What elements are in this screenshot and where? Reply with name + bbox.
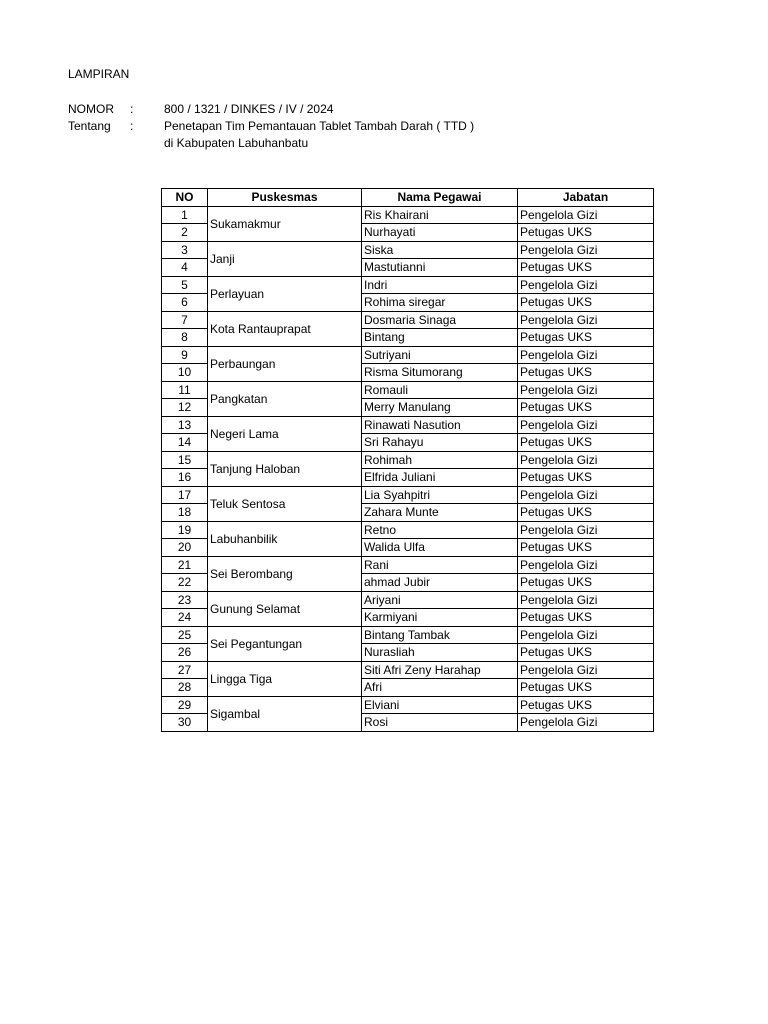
table-row xyxy=(162,311,654,329)
position-cell: Pengelola Gizi xyxy=(518,521,654,539)
position-cell: Petugas UKS xyxy=(518,539,654,557)
employee-name-cell: Afri xyxy=(362,679,518,697)
staff-table xyxy=(161,188,654,732)
row-number: 20 xyxy=(162,539,208,557)
row-number: 3 xyxy=(162,241,208,259)
position-cell: Petugas UKS xyxy=(518,644,654,662)
employee-name-cell: Retno xyxy=(362,521,518,539)
puskesmas-cell: Labuhanbilik xyxy=(208,521,362,556)
row-number: 12 xyxy=(162,399,208,417)
row-number: 28 xyxy=(162,679,208,697)
position-cell: Pengelola Gizi xyxy=(518,381,654,399)
row-number: 4 xyxy=(162,259,208,277)
nomor-label: NOMOR xyxy=(68,102,114,116)
row-number: 1 xyxy=(162,206,208,224)
position-cell: Pengelola Gizi xyxy=(518,626,654,644)
employee-name-cell: Dosmaria Sinaga xyxy=(362,311,518,329)
position-cell: Petugas UKS xyxy=(518,259,654,277)
employee-name-cell: Merry Manulang xyxy=(362,399,518,417)
row-number: 24 xyxy=(162,609,208,627)
position-cell: Petugas UKS xyxy=(518,329,654,347)
row-number: 22 xyxy=(162,574,208,592)
position-cell: Petugas UKS xyxy=(518,696,654,714)
position-cell: Pengelola Gizi xyxy=(518,206,654,224)
puskesmas-cell: Perbaungan xyxy=(208,346,362,381)
puskesmas-cell: Janji xyxy=(208,241,362,276)
table-header-row xyxy=(162,189,654,207)
table-row xyxy=(162,276,654,294)
tentang-value-line1: Penetapan Tim Pemantauan Tablet Tambah Darah ( TTD ) xyxy=(164,119,475,133)
document-meta xyxy=(68,101,474,152)
employee-name-cell: Risma Situmorang xyxy=(362,364,518,382)
employee-name-cell: Karmiyani xyxy=(362,609,518,627)
employee-name-cell: Nurasliah xyxy=(362,644,518,662)
row-number: 7 xyxy=(162,311,208,329)
position-cell: Petugas UKS xyxy=(518,224,654,242)
column-header-no: NO xyxy=(162,189,208,207)
column-header-jabatan: Jabatan xyxy=(518,189,654,207)
puskesmas-cell: Sei Pegantungan xyxy=(208,626,362,661)
employee-name-cell: Elfrida Juliani xyxy=(362,469,518,487)
position-cell: Pengelola Gizi xyxy=(518,416,654,434)
position-cell: Pengelola Gizi xyxy=(518,486,654,504)
row-number: 26 xyxy=(162,644,208,662)
nomor-value: 800 / 1321 / DINKES / IV / 2024 xyxy=(164,102,334,116)
position-cell: Pengelola Gizi xyxy=(518,591,654,609)
row-number: 21 xyxy=(162,556,208,574)
position-cell: Pengelola Gizi xyxy=(518,241,654,259)
puskesmas-cell: Tanjung Haloban xyxy=(208,451,362,486)
puskesmas-cell: Lingga Tiga xyxy=(208,661,362,696)
puskesmas-cell: Sei Berombang xyxy=(208,556,362,591)
puskesmas-cell: Negeri Lama xyxy=(208,416,362,451)
nomor-row xyxy=(68,101,474,118)
row-number: 14 xyxy=(162,434,208,452)
tentang-colon: : xyxy=(130,119,134,133)
employee-name-cell: Ris Khairani xyxy=(362,206,518,224)
table-row xyxy=(162,486,654,504)
row-number: 2 xyxy=(162,224,208,242)
position-cell: Pengelola Gizi xyxy=(518,556,654,574)
position-cell: Petugas UKS xyxy=(518,399,654,417)
table-row xyxy=(162,556,654,574)
employee-name-cell: Mastutianni xyxy=(362,259,518,277)
employee-name-cell: Zahara Munte xyxy=(362,504,518,522)
employee-name-cell: Sutriyani xyxy=(362,346,518,364)
employee-name-cell: Siti Afri Zeny Harahap xyxy=(362,661,518,679)
table-row xyxy=(162,381,654,399)
table-row xyxy=(162,241,654,259)
table-body xyxy=(162,206,654,731)
row-number: 18 xyxy=(162,504,208,522)
table-row xyxy=(162,346,654,364)
employee-name-cell: Romauli xyxy=(362,381,518,399)
employee-name-cell: ahmad Jubir xyxy=(362,574,518,592)
row-number: 15 xyxy=(162,451,208,469)
employee-name-cell: Rinawati Nasution xyxy=(362,416,518,434)
table-row xyxy=(162,416,654,434)
attachment-heading: LAMPIRAN xyxy=(68,67,130,81)
position-cell: Pengelola Gizi xyxy=(518,451,654,469)
table-row xyxy=(162,521,654,539)
row-number: 25 xyxy=(162,626,208,644)
puskesmas-cell: Sigambal xyxy=(208,696,362,731)
position-cell: Petugas UKS xyxy=(518,469,654,487)
row-number: 10 xyxy=(162,364,208,382)
employee-name-cell: Lia Syahpitri xyxy=(362,486,518,504)
position-cell: Petugas UKS xyxy=(518,679,654,697)
row-number: 30 xyxy=(162,714,208,732)
column-header-nama-pegawai: Nama Pegawai xyxy=(362,189,518,207)
tentang-row xyxy=(68,118,474,135)
nomor-colon: : xyxy=(130,102,134,116)
column-header-puskesmas: Puskesmas xyxy=(208,189,362,207)
employee-name-cell: Bintang xyxy=(362,329,518,347)
position-cell: Petugas UKS xyxy=(518,294,654,312)
position-cell: Pengelola Gizi xyxy=(518,346,654,364)
employee-name-cell: Rohima siregar xyxy=(362,294,518,312)
position-cell: Pengelola Gizi xyxy=(518,311,654,329)
row-number: 19 xyxy=(162,521,208,539)
employee-name-cell: Nurhayati xyxy=(362,224,518,242)
table-row xyxy=(162,206,654,224)
employee-name-cell: Sri Rahayu xyxy=(362,434,518,452)
row-number: 6 xyxy=(162,294,208,312)
employee-name-cell: Bintang Tambak xyxy=(362,626,518,644)
puskesmas-cell: Gunung Selamat xyxy=(208,591,362,626)
position-cell: Petugas UKS xyxy=(518,609,654,627)
tentang-label: Tentang xyxy=(68,119,111,133)
table-row xyxy=(162,696,654,714)
row-number: 5 xyxy=(162,276,208,294)
position-cell: Petugas UKS xyxy=(518,574,654,592)
employee-name-cell: Rani xyxy=(362,556,518,574)
position-cell: Pengelola Gizi xyxy=(518,276,654,294)
row-number: 17 xyxy=(162,486,208,504)
table-row xyxy=(162,661,654,679)
employee-name-cell: Siska xyxy=(362,241,518,259)
puskesmas-cell: Pangkatan xyxy=(208,381,362,416)
row-number: 16 xyxy=(162,469,208,487)
row-number: 8 xyxy=(162,329,208,347)
puskesmas-cell: Sukamakmur xyxy=(208,206,362,241)
tentang-value-line2: di Kabupaten Labuhanbatu xyxy=(164,136,309,150)
employee-name-cell: Rosi xyxy=(362,714,518,732)
row-number: 11 xyxy=(162,381,208,399)
employee-name-cell: Elviani xyxy=(362,696,518,714)
row-number: 9 xyxy=(162,346,208,364)
employee-name-cell: Rohimah xyxy=(362,451,518,469)
position-cell: Pengelola Gizi xyxy=(518,661,654,679)
puskesmas-cell: Teluk Sentosa xyxy=(208,486,362,521)
row-number: 13 xyxy=(162,416,208,434)
employee-name-cell: Ariyani xyxy=(362,591,518,609)
employee-name-cell: Indri xyxy=(362,276,518,294)
position-cell: Petugas UKS xyxy=(518,434,654,452)
table-row xyxy=(162,626,654,644)
table-row xyxy=(162,451,654,469)
position-cell: Petugas UKS xyxy=(518,504,654,522)
position-cell: Pengelola Gizi xyxy=(518,714,654,732)
row-number: 27 xyxy=(162,661,208,679)
puskesmas-cell: Kota Rantauprapat xyxy=(208,311,362,346)
row-number: 29 xyxy=(162,696,208,714)
puskesmas-cell: Perlayuan xyxy=(208,276,362,311)
position-cell: Petugas UKS xyxy=(518,364,654,382)
employee-name-cell: Walida Ulfa xyxy=(362,539,518,557)
table-row xyxy=(162,591,654,609)
row-number: 23 xyxy=(162,591,208,609)
